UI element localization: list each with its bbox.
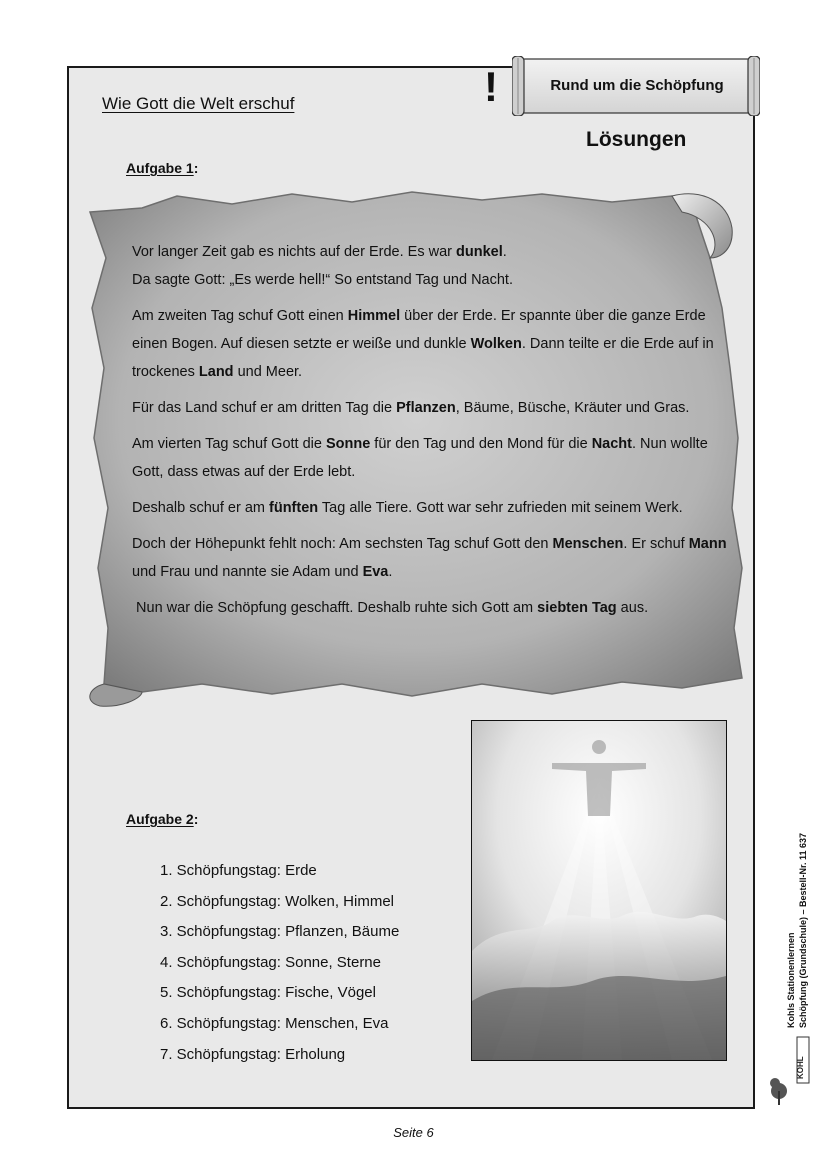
series-label: Kohls Stationenlernen: [786, 932, 796, 1028]
publisher-logo-icon: [767, 1035, 815, 1107]
exclamation-mark: !: [484, 63, 498, 110]
svg-text:KOHL: KOHL: [796, 1056, 805, 1079]
creation-days-list: [160, 856, 399, 1070]
list-item: 3. Schöpfungstag: Pflanzen, Bäume: [160, 923, 400, 941]
task1-label: Aufgabe 1: [126, 160, 194, 176]
story-paragraph: Am zweiten Tag schuf Gott einen Himmel über der Erde. Er spannte über die ganze Erde einen Bogen. Auf diesen setzte er weiße und dunkle Wolken. Dann teilte er die Erde auf in trockenes Land und Meer.: [132, 308, 714, 380]
page-number: Seite 6: [393, 1125, 434, 1140]
heaven-photo: [471, 720, 727, 1061]
banner-label: Rund um die Schöpfung: [550, 76, 724, 94]
story-paragraph: Vor langer Zeit gab es nichts auf der Erde. Es war dunkel. Da sagte Gott: „Es werde hell!“ So entstand Tag und Nacht.: [132, 244, 513, 288]
order-info: Schöpfung (Grundschule) – Bestell-Nr. 11 637: [798, 832, 808, 1028]
story-paragraph: Nun war die Schöpfung geschafft. Deshalb ruhte sich Gott am siebten Tag aus.: [132, 600, 649, 616]
list-item: 6. Schöpfungstag: Menschen, Eva: [160, 1014, 389, 1032]
story-paragraph: Deshalb schuf er am fünften Tag alle Tiere. Gott war sehr zufrieden mit seinem Werk.: [132, 500, 683, 516]
story-text: [132, 238, 732, 630]
worksheet-title: Wie Gott die Welt erschuf: [102, 94, 295, 113]
story-paragraph: Doch der Höhepunkt fehlt noch: Am sechsten Tag schuf Gott den Menschen. Er schuf Mann und Frau und nannte sie Adam und Eva.: [132, 536, 727, 580]
list-item: 2. Schöpfungstag: Wolken, Himmel: [160, 892, 395, 910]
list-item: 4. Schöpfungstag: Sonne, Sterne: [160, 953, 381, 971]
story-paragraph: Für das Land schuf er am dritten Tag die Pflanzen, Bäume, Büsche, Kräuter und Gras.: [132, 400, 690, 416]
list-item: 5. Schöpfungstag: Fische, Vögel: [160, 984, 376, 1002]
task1-heading: Aufgabe 1:: [126, 160, 199, 176]
clouds-light-icon: [472, 721, 726, 1060]
list-item: 1. Schöpfungstag: Erde: [160, 862, 317, 879]
task2-label: Aufgabe 2: [126, 811, 194, 827]
solutions-heading: Lösungen: [586, 128, 687, 151]
list-item: 7. Schöpfungstag: Erholung: [160, 1045, 346, 1063]
task2-heading: Aufgabe 2:: [126, 811, 199, 827]
publisher-sidebar: [784, 800, 814, 1070]
story-paragraph: Am vierten Tag schuf Gott die Sonne für den Tag und den Mond für die Nacht. Nun wollte Gott, dass etwas auf der Erde lebt.: [132, 436, 708, 480]
